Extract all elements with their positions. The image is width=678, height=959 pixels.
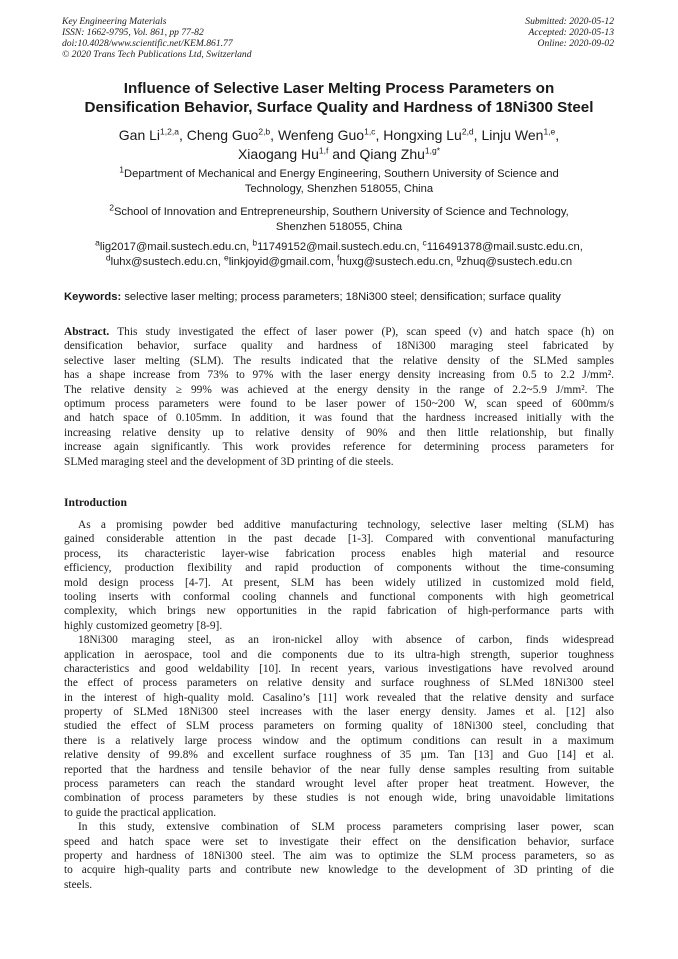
email-address: 11749152@mail.sustech.edu.cn: [257, 241, 417, 253]
intro-line: process parameters can reach the standard wrought level after proper heat treatment. However, the: [64, 778, 614, 791]
abstract-text: This study investigated the effect of laser power (P), scan speed (v) and hatch space (h) on: [117, 326, 614, 338]
abstract-line: [64, 368, 614, 382]
intro-line: application in aerospace, tool and die components due to its ultra-high strength, superior toughness: [64, 648, 614, 661]
email-line: $^d$luhx@sustech.edu.cn, $^e$linkjoyid@gmail.com, $^f$huxg@sustech.edu.cn, $^g$zhuq@sustech.edu.cn: [105, 252, 573, 268]
intro-line: gained considerable attention in the past decade [1-3]. Compared with conventional manufacturing: [64, 533, 614, 546]
abstract-text: increasing relative density up to relative density of 90% and then little relationship, but finally: [64, 426, 614, 439]
email-address: 116491378@mail.sustc.edu.cn: [426, 241, 580, 253]
affiliation-text: Department of Mechanical and Energy Engineering, Southern University of Science and: [124, 168, 559, 180]
abstract-line: [64, 383, 614, 397]
author-affiliation-marker: 2,d: [461, 126, 474, 137]
email-address: huxg@sustech.edu.cn: [339, 256, 451, 268]
intro-line: characteristics and good weldability [10]. In recent years, various investigations have revolved around: [64, 662, 614, 675]
author-affiliation-marker: 1,g*: [424, 145, 441, 156]
intro-line: reported that the hardness and tensile behavior of the near fully dense samples resulting from suitable: [64, 763, 614, 776]
affiliation-text: Technology, Shenzhen 518055, China: [244, 183, 434, 195]
journal-issn: ISSN: 1662-9795, Vol. 861, pp 77-82: [62, 27, 204, 38]
intro-line: relative density of 99.8% and excellent surface roughness of 35 µm. Tan [13] and Guo [14] et al.: [64, 749, 614, 762]
author-name: Gan Li: [118, 127, 161, 143]
author-affiliation-marker: 2,b: [258, 126, 271, 137]
author-name: Hongxing Lu: [383, 127, 462, 143]
abstract-text: densification behavior, surface quality and hardness of 18Ni300 maraging steel fabricated by: [64, 340, 614, 353]
introduction-body: [64, 518, 614, 892]
intro-line: property of SLMed 18Ni300 steel increases with the laser energy density. James et al. [12] also: [64, 706, 614, 719]
email-marker: f: [337, 252, 340, 263]
intro-line: As a promising powder bed additive manufacturing technology, selective laser melting (SLM) has: [78, 519, 614, 531]
abstract-line: [64, 411, 614, 425]
email-marker: b: [252, 237, 258, 248]
affiliation-marker: 2: [109, 202, 114, 213]
email-address: linkjoyid@gmail.com: [228, 256, 331, 268]
email-marker: a: [95, 237, 100, 248]
intro-line: in the interest of high-quality mold. Casalino’s [11] work revealed that the relative density and surface: [64, 691, 614, 704]
intro-line: studied the effect of SLM process parameters on forming quality of 18Ni300 steel, concluding that: [64, 720, 614, 733]
abstract-line: [64, 426, 614, 440]
author-name: Qiang Zhu: [359, 146, 425, 162]
email-address: lig2017@mail.sustech.edu.cn: [99, 241, 247, 253]
email-address: luhx@sustech.edu.cn: [110, 256, 218, 268]
abstract-label: Abstract.: [64, 326, 110, 338]
abstract-text: The relative density ≥ 99% was achieved at the energy density in the range of 2.2~5.9 J/mm². The: [64, 383, 614, 396]
abstract-text: has a shape increase from 73% to 97% with the laser energy density increasing from 0.5 to 2.2 J/mm².: [64, 369, 614, 382]
author-line: Gan Li$^{1,2,a}$, Cheng Guo$^{2,b}$, Wenfeng Guo$^{1,c}$, Hongxing Lu$^{2,d}$, Linju Wen$^{1,e}$,: [118, 126, 560, 143]
author-affiliation-marker: 1,f: [318, 145, 329, 156]
intro-line: combination of process parameters by these studies is not enough wide, bring unavoidable limitations: [64, 792, 614, 805]
title-line: Densification Behavior, Surface Quality and Hardness of 18Ni300 Steel: [84, 99, 594, 116]
journal-doi: doi:10.4028/www.scientific.net/KEM.861.77: [62, 38, 233, 49]
abstract: [64, 325, 614, 469]
author-name: Cheng Guo: [186, 127, 259, 143]
intro-line: steels.: [64, 878, 93, 891]
abstract-line: [64, 397, 614, 411]
submitted-date: Submitted: 2020-05-12: [525, 16, 614, 27]
intro-line: efficiency, production flexibility and rapid production of components without the time-consuming: [64, 562, 614, 575]
intro-line: tooling inserts with conformal cooling channels and functional components with high geometrical: [64, 590, 614, 603]
intro-line: property and hardness of 18Ni300 steel. The aim was to optimize the SLM process parameters, so as: [64, 849, 614, 862]
email-marker: d: [105, 252, 111, 263]
intro-line: to acquire high-quality parts and contribute new knowledge to the development of 3D printing of die: [64, 864, 614, 877]
email-marker: c: [422, 237, 427, 248]
abstract-line: [64, 440, 614, 454]
title-line: Influence of Selective Laser Melting Process Parameters on: [123, 80, 555, 97]
online-date: Online: 2020-09-02: [537, 38, 614, 49]
abstract-line: [64, 455, 614, 469]
author-list: [40, 126, 638, 164]
intro-line: speed and hatch space were set to investigate their effect on the densification behavior, surface: [64, 835, 614, 848]
author-line: Xiaogang Hu$^{1,f}$ and Qiang Zhu$^{1,g*}$: [237, 145, 441, 162]
abstract-text: SLMed maraging steel and the development of 3D printing of die steels.: [64, 455, 394, 468]
introduction-heading: Introduction: [64, 496, 127, 509]
email-marker: g: [456, 252, 462, 263]
accepted-date: Accepted: 2020-05-13: [528, 27, 614, 38]
intro-line: 18Ni300 maraging steel, as an iron-nickel alloy with absence of carbon, finds widespread: [78, 634, 614, 647]
intro-line: mold design process [4-7]. At present, SLM has been widely utilized in customized mold field,: [64, 576, 614, 589]
author-emails: [40, 237, 638, 270]
abstract-text: optimum process parameters were found to be laser power of 150~200 W, scan speed of 600mm/s: [64, 397, 614, 410]
email-address: zhuq@sustech.edu.cn: [461, 256, 573, 268]
abstract-text: and hatch space of 0.105mm. In addition, it was found that the hardness increased initially with the: [64, 412, 614, 425]
abstract-line: [64, 339, 614, 353]
intro-line: In this study, extensive combination of SLM process parameters comprising laser power, scan: [78, 821, 614, 834]
author-affiliation-marker: 1,2,a: [160, 126, 179, 137]
keywords-text: selective laser melting; process parameters; 18Ni300 steel; densification; surface quality: [124, 291, 561, 303]
abstract-text: selective laser melting (SLM). The results indicated that the relative density of the SLMed samples: [64, 354, 614, 367]
intro-line: highly customized geometry [8-9].: [64, 619, 223, 632]
intro-line: complexity, which brings new opportunities in the rapid fabrication of high-performance parts with: [64, 605, 614, 618]
author-name: Linju Wen: [481, 127, 544, 143]
abstract-text: increase again significantly. This work provides reference for determining process parameters for: [64, 441, 614, 454]
author-name: Xiaogang Hu: [237, 146, 319, 162]
affiliation-marker: 1: [119, 164, 125, 175]
journal-info: [62, 16, 252, 60]
keywords-label: Keywords:: [64, 291, 122, 303]
publication-dates: [525, 16, 614, 49]
journal-copyright: © 2020 Trans Tech Publications Ltd, Switzerland: [62, 49, 252, 60]
keywords: [64, 290, 561, 304]
author-affiliation-marker: 1,e: [543, 126, 556, 137]
affiliation-text: School of Innovation and Entrepreneurship, Southern University of Science and Technology,: [113, 206, 569, 218]
intro-line: the effect of process parameters on relative density and surface roughness of SLMed 18Ni300 steel: [64, 677, 614, 690]
intro-line: process, its characteristic layer-wise fabrication process enables high material and resource: [64, 547, 614, 560]
author-affiliation-marker: 1,c: [364, 126, 376, 137]
affiliation-2: [40, 202, 638, 235]
email-marker: e: [223, 252, 229, 263]
author-name: Wenfeng Guo: [277, 127, 365, 143]
journal-name: Key Engineering Materials: [62, 16, 167, 27]
email-line: $^a$lig2017@mail.sustech.edu.cn, $^b$11749152@mail.sustech.edu.cn, $^c$116491378@mail.sustc.edu.cn,: [95, 237, 583, 253]
paper-title: [40, 79, 638, 117]
intro-line: to guide the practical application.: [64, 806, 217, 819]
intro-line: there is a relatively large process window and the optimum conditions can result in a maximum: [64, 734, 614, 747]
abstract-line: [64, 354, 614, 368]
affiliation-text: Shenzhen 518055, China: [275, 221, 403, 233]
abstract-line: [64, 325, 614, 339]
affiliation-1: [40, 164, 638, 197]
